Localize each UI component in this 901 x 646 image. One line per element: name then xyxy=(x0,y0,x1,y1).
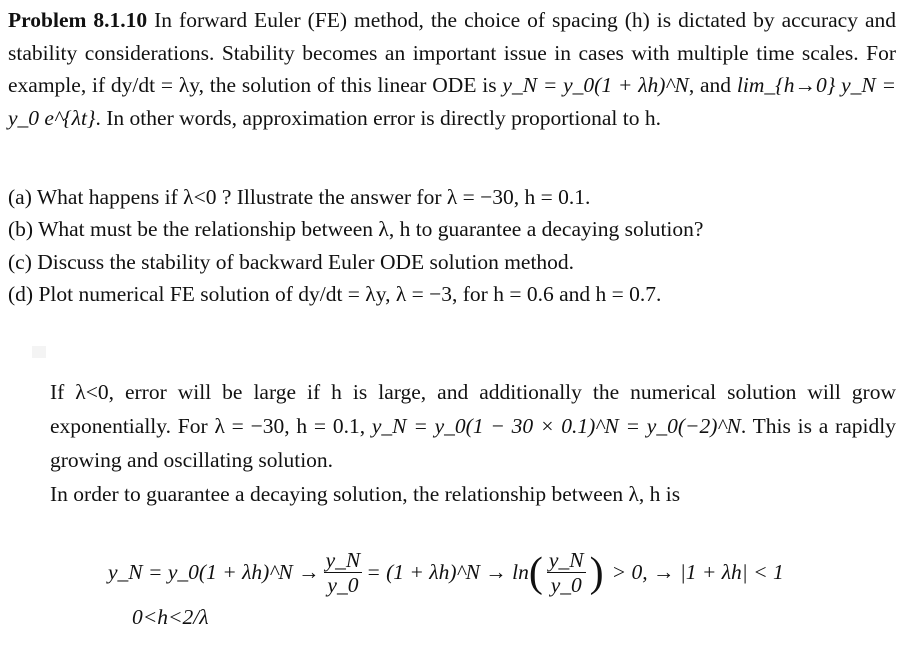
question-parts xyxy=(8,181,896,310)
part-b-text: What must be the relationship between λ, h to guarantee a decaying solution? xyxy=(38,217,704,242)
left-paren: ( xyxy=(528,549,543,596)
fraction-numerator: y_N xyxy=(325,548,361,572)
problem-intro: In forward Euler (FE) method, the choice of spacing (h) is dictated by accuracy and stability considerations. Stability becomes an important issue in cases with multiple time scales. For example, if dy/dt = λy, the solution of this linear ODE is xyxy=(8,8,896,97)
part-c xyxy=(8,246,896,278)
problem-equation: y_N = y_0(1 + λh)^N xyxy=(502,73,689,97)
part-a-label: (a) xyxy=(8,185,32,209)
fraction-denominator: y_0 xyxy=(327,573,359,597)
limit-expression: lim_{h→0} y_N = y_0 e^{λt} xyxy=(8,73,897,130)
log-numerator: y_N xyxy=(548,548,584,572)
log-denominator: y_0 xyxy=(550,573,582,597)
part-a-text: What happens if λ<0 ? Illustrate the answer for λ = −30, h = 0.1. xyxy=(36,185,591,209)
ratio-fraction xyxy=(324,548,363,597)
equation-rhs: > 0, → |1 + λh| < 1 xyxy=(611,560,784,584)
and-text: , and xyxy=(688,73,732,97)
log-fraction xyxy=(547,548,586,597)
right-paren: ) xyxy=(589,549,604,596)
problem-outro: . In other words, approximation error is directly proportional to h. xyxy=(95,105,661,130)
derivation-equation xyxy=(108,548,784,597)
part-d-text: Plot numerical FE solution of dy/dt = λy, λ = −3, for h = 0.6 and h = 0.7. xyxy=(38,281,662,306)
h-range: 0<h<2/λ xyxy=(132,605,209,629)
part-c-text: Discuss the stability of backward Euler ODE solution method. xyxy=(37,249,575,274)
solution-p1-start: If λ<0, error will be large if h is large, and additionally the numerical solution will grow exponentially. For λ = −30, h = 0.1, xyxy=(50,380,896,438)
solution-text xyxy=(50,375,896,511)
part-b xyxy=(8,213,896,245)
part-d xyxy=(8,278,896,310)
problem-statement xyxy=(8,4,896,134)
solution-equation: y_N = y_0(1 − 30 × 0.1)^N = y_0(−2)^N xyxy=(371,414,741,438)
problem-label: Problem 8.1.10 xyxy=(8,8,148,32)
solution-p2: In order to guarantee a decaying solution, the relationship between λ, h is xyxy=(50,482,681,506)
part-b-label: (b) xyxy=(8,217,34,242)
part-a xyxy=(8,181,896,213)
part-d-label: (d) xyxy=(8,281,34,306)
part-c-label: (c) xyxy=(8,249,32,274)
solution-p1-end: . This is a rapidly growing and oscillating solution. xyxy=(50,414,896,472)
equation-lhs: y_N = y_0(1 + λh)^N → xyxy=(108,560,320,584)
equation-middle: = (1 + λh)^N → ln xyxy=(366,560,529,584)
scan-artifact xyxy=(32,346,46,358)
